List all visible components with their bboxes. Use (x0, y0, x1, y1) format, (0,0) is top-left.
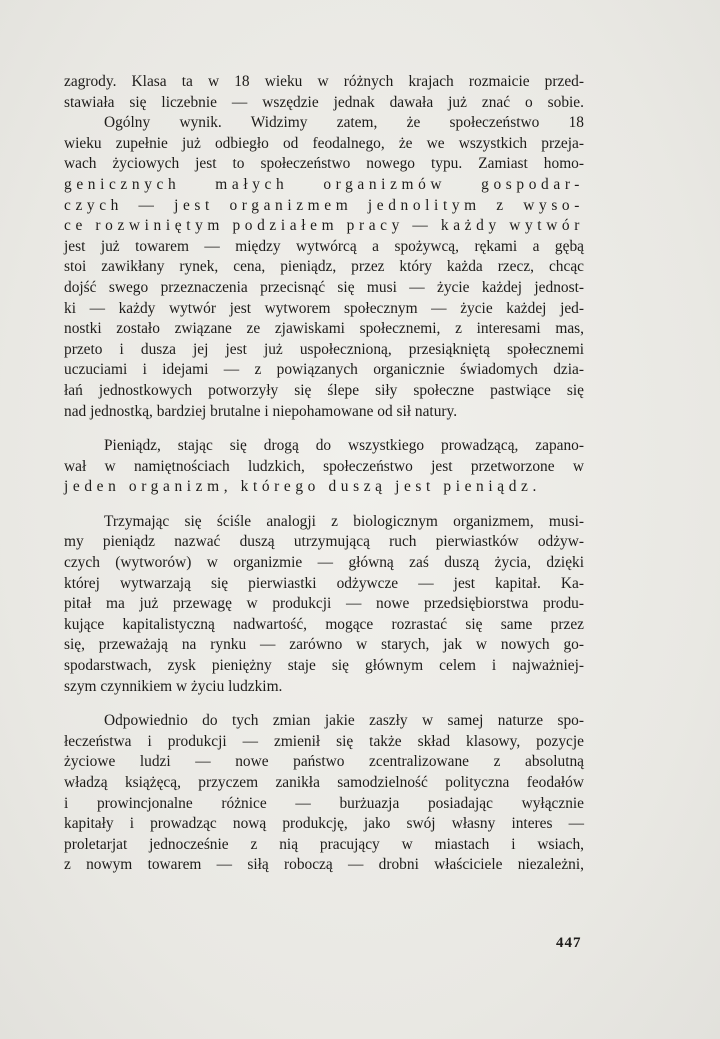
text-line: my pieniądz nazwać duszą utrzymującą ruch pierwiastków odżyw- (64, 533, 584, 551)
text-line: ce rozwiniętym podziałem pracy — każdy wytwór (64, 217, 584, 235)
text-line: z nowym towarem — siłą roboczą — drobni właściciele niezależni, (64, 856, 584, 874)
body-text (64, 72, 584, 876)
text-line: zagrody. Klasa ta w 18 wieku w różnych krajach rozmaicie przed- (64, 73, 584, 90)
text-line: pitał ma już przewagę w produkcji — nowe przedsiębiorstwa produ- (64, 595, 584, 613)
page-number: 447 (556, 935, 582, 951)
text-line: szym czynnikiem w życiu ludzkim. (64, 677, 283, 695)
text-line: łań jednostkowych potworzyły się ślepe siły społeczne pastwiące się (64, 381, 584, 399)
text-line: władzą książęcą, przyczem zanikła samodzielność polityczna feodałów (64, 774, 584, 791)
text-line: Ogólny wynik. Widzimy zatem, że społeczeństwo 18 (104, 114, 584, 132)
text-line: Odpowiednio do tych zmian jakie zaszły w samej naturze spo- (104, 712, 584, 730)
text-line: życiowe ludzi — nowe państwo zcentralizowane z absolutną (64, 753, 584, 771)
text-line: uczuciami i idejami — z powiązanych organicznie świadomych dzia- (64, 361, 584, 379)
text-line: kapitały i prowadząc nową produkcję, jako swój własny interes — (64, 815, 584, 833)
text-line: spodarstwach, zysk pieniężny staje się głównym celem i najważniej- (64, 657, 584, 675)
text-line: proletarjat jednocześnie z nią pracujący w miastach i wsiach, (64, 835, 584, 853)
text-line: Pieniądz, stając się drogą do wszystkiego prowadzącą, zapano- (104, 437, 584, 455)
text-line: stawiała się liczebnie — wszędzie jednak dawała już znać o sobie. (64, 93, 584, 111)
text-line: Trzymając się ściśle analogji z biologicznym organizmem, musi- (104, 512, 584, 530)
text-line: się, przeważają na rynku — zarówno w starych, jak w nowych go- (64, 636, 584, 654)
text-line: dojść swego przeznaczenia przecisnąć się musi — życie każdej jednost- (64, 278, 584, 296)
text-line: wieku zupełnie już odbiegło od feodalnego, że we wszystkich przeja- (64, 134, 584, 152)
text-line: łeczeństwa i produkcji — zmienił się także skład klasowy, pozycje (64, 732, 584, 750)
text-line: stoi zawikłany rynek, cena, pieniądz, przez który każda rzecz, chcąc (64, 258, 584, 276)
text-line: czych (wytworów) w organizmie — główną zaś duszą życia, dzięki (64, 554, 584, 572)
text-line: i prowincjonalne różnice — burżuazja posiadając wyłącznie (64, 794, 584, 812)
text-line: jest już towarem — między wytwórcą a spożywcą, rękami a gębą (64, 237, 584, 255)
text-line: jeden organizm, którego duszą jest pieniądz. (64, 478, 541, 496)
text-line: ki — każdy wytwór jest wytworem społecznym — życie każdej jed- (64, 299, 584, 317)
text-line: nad jednostką, bardziej brutalne i niepohamowane od sił natury. (64, 402, 458, 420)
text-line: nostki zostało związane ze zjawiskami społecznemi, z interesami mas, (64, 320, 584, 338)
text-line: przeto i dusza jej jest już uspołecznioną, przesiąkniętą społecznemi (64, 340, 584, 358)
text-line: kujące kapitalistyczną nadwartość, mogące rozrastać się same przez (64, 615, 584, 633)
text-line: której wytwarzają się pierwiastki odżywcze — jest kapitał. Ka- (64, 574, 584, 592)
text-line: genicznych małych organizmów gospodar- (64, 175, 584, 193)
text-line: wach życiowych jest to społeczeństwo nowego typu. Zamiast homo- (64, 155, 584, 173)
text-line: czych — jest organizmem jednolitym z wyso- (64, 196, 584, 214)
text-line: wał w namiętnościach ludzkich, społeczeństwo jest przetworzone w (64, 457, 584, 475)
